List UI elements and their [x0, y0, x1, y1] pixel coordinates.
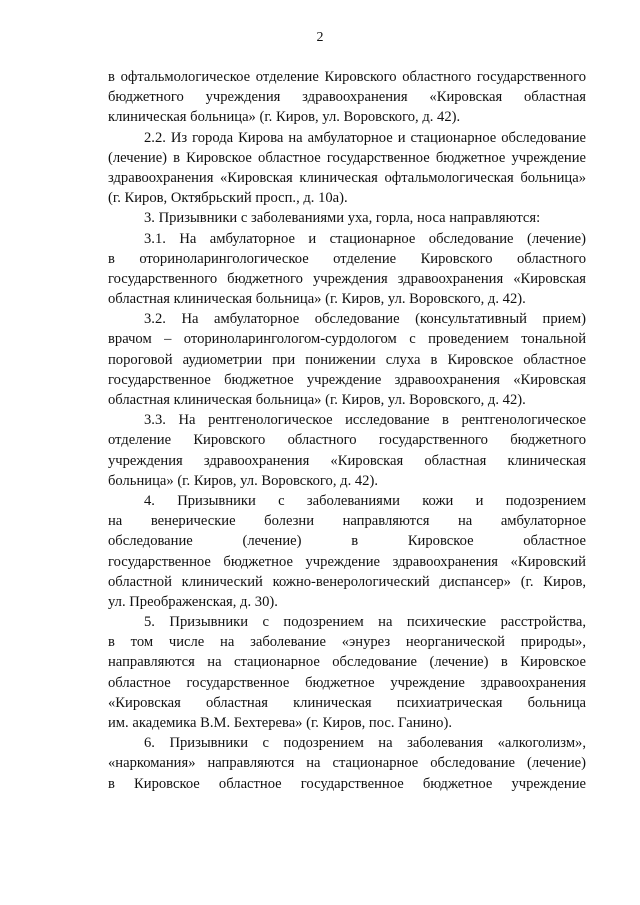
text-line: (г. Киров, Октябрьский просп., д. 10а).: [108, 190, 348, 207]
text-line: 2.2. Из города Кирова на амбулаторное и стационарное обследование: [144, 129, 586, 146]
text-line: пороговой аудиометрии при понижении слуха в Кировское областное: [108, 351, 586, 368]
text-line: им. академика В.М. Бехтерева» (г. Киров, пос. Ганино).: [108, 715, 452, 731]
text-line: здравоохранения «Кировская клиническая офтальмологическая больница»: [108, 169, 586, 186]
text-line: областное государственное бюджетное учреждение здравоохранения: [108, 674, 586, 691]
text-line: ул. Преображенская, д. 30).: [108, 593, 278, 610]
text-line: в Кировское областное государственное бюджетное учреждение: [108, 775, 586, 792]
text-line: 3.2. На амбулаторное обследование (консультативный прием): [144, 311, 586, 328]
text-line: «наркомания» направляются на стационарное обследование (лечение): [108, 755, 586, 772]
text-line: государственное бюджетное учреждение здравоохранения «Кировская: [108, 371, 586, 388]
text-line: 3.3. На рентгенологическое исследование в рентгенологическое: [144, 412, 586, 429]
text-line: 3.1. На амбулаторное и стационарное обследование (лечение): [144, 230, 586, 247]
page-number: 2: [316, 30, 324, 45]
text-line: 3. Призывники с заболеваниями уха, горла, носа направляются:: [144, 210, 541, 227]
text-line: направляются на стационарное обследование (лечение) в Кировское: [108, 654, 586, 671]
text-line: в оториноларингологическое отделение Кировского областного: [108, 250, 586, 267]
text-line: больница» (г. Киров, ул. Воровского, д. 42).: [108, 472, 378, 489]
text-line: клиническая больница» (г. Киров, ул. Воровского, д. 42).: [108, 109, 461, 126]
text-line: обследование (лечение) в Кировское областное: [108, 533, 586, 550]
text-line: врачом – оториноларингологом-сурдологом с проведением тональной: [108, 331, 586, 348]
text-line: в офтальмологическое отделение Кировского областного государственного: [108, 69, 586, 85]
text-line: областной клинический кожно-венерологический диспансер» (г. Киров,: [108, 573, 586, 590]
text-line: 6. Призывники с подозрением на заболевания «алкоголизм»,: [144, 735, 586, 752]
text-line: 5. Призывники с подозрением на психические расстройства,: [144, 614, 586, 631]
text-line: областная клиническая больница» (г. Киров, ул. Воровского, д. 42).: [108, 291, 526, 308]
text-line: бюджетного учреждения здравоохранения «Кировская областная: [108, 89, 586, 106]
text-line: (лечение) в Кировское областное государственное бюджетное учреждение: [108, 149, 586, 166]
text-line: 4. Призывники с заболеваниями кожи и подозрением: [144, 492, 586, 509]
text-line: в том числе на заболевание «энурез неорганической природы»,: [108, 634, 586, 651]
text-line: на венерические болезни направляются на амбулаторное: [108, 513, 586, 530]
text-line: государственного бюджетного учреждения здравоохранения «Кировская: [108, 270, 586, 287]
text-line: «Кировская областная клиническая психиатрическая больница: [108, 694, 586, 711]
text-line: учреждения здравоохранения «Кировская областная клиническая: [108, 452, 586, 469]
document-body: [108, 67, 586, 794]
text-line: областная клиническая больница» (г. Киров, ул. Воровского, д. 42).: [108, 392, 526, 408]
text-line: государственное бюджетное учреждение здравоохранения «Кировский: [108, 553, 586, 570]
text-line: отделение Кировского областного государственного бюджетного: [108, 432, 586, 449]
